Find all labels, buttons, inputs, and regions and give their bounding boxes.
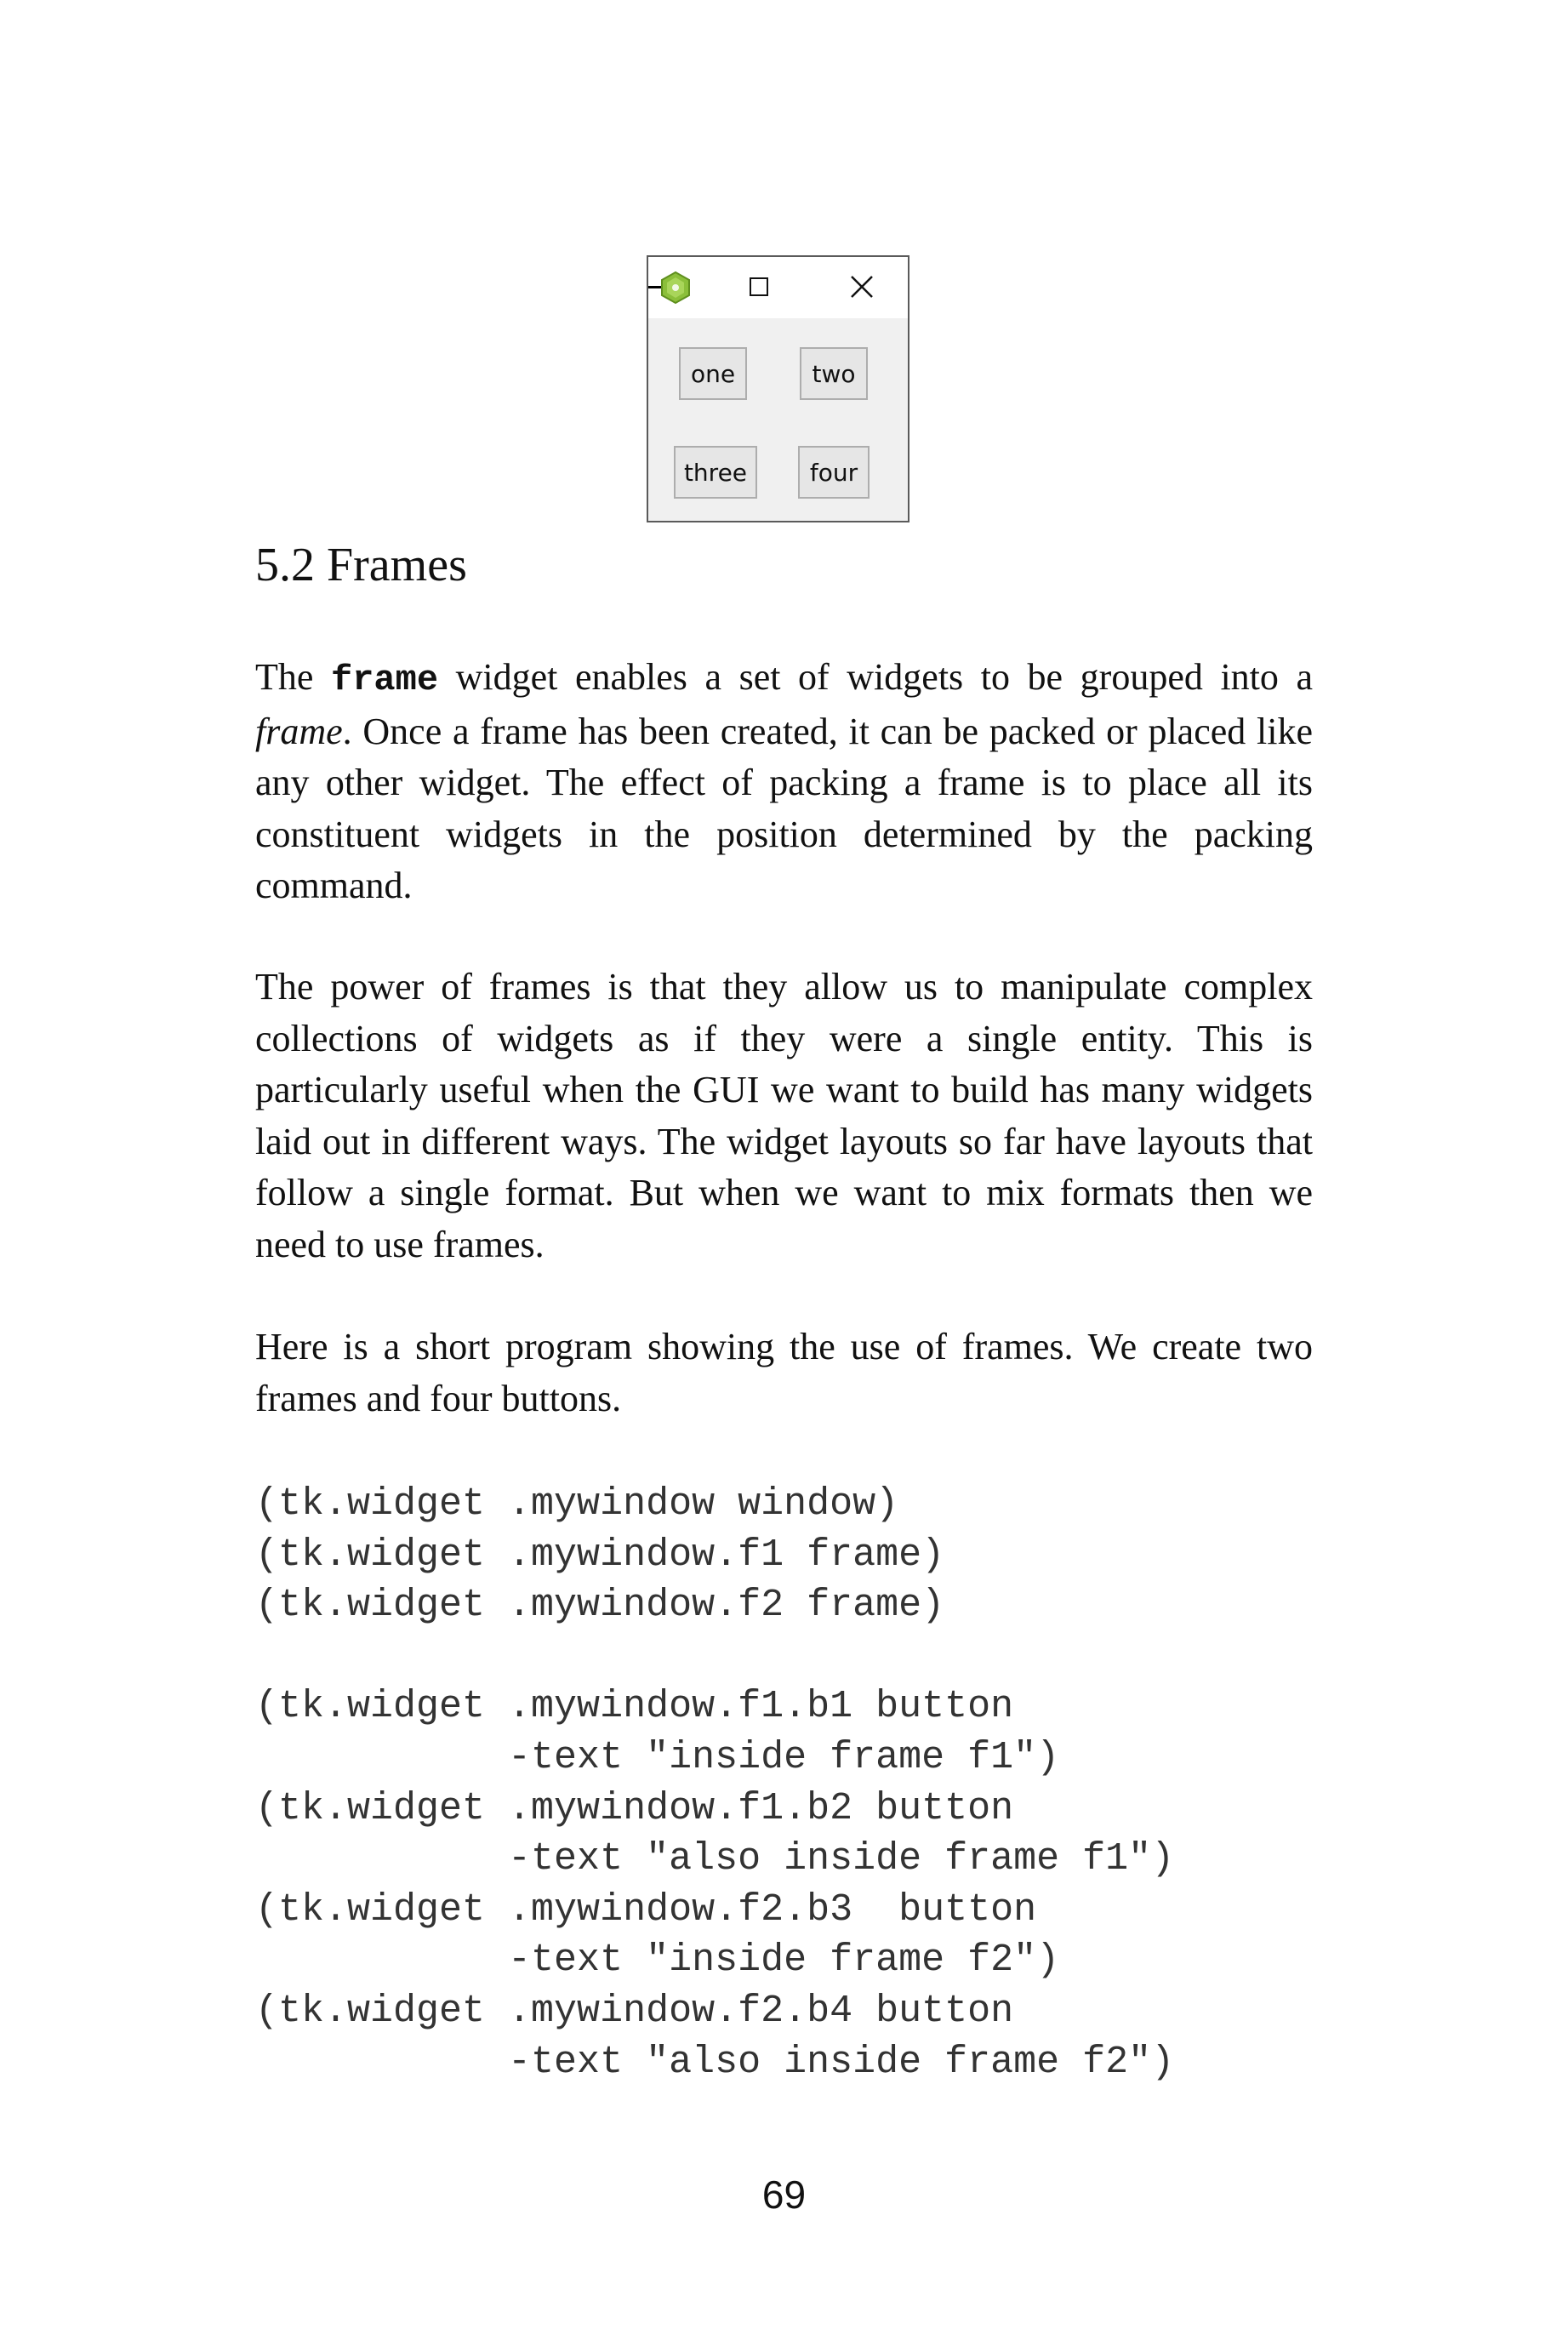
p1-rest: . Once a frame has been created, it can be packed or placed like any other widget. The effect of packing a frame is to place all its constituent widgets in the position determined by the packing command. bbox=[255, 710, 1313, 906]
tk-window-screenshot bbox=[647, 255, 909, 522]
maximize-icon[interactable] bbox=[750, 277, 768, 296]
button-two[interactable]: two bbox=[800, 347, 868, 400]
p1-italic-frame: frame bbox=[255, 710, 343, 752]
paragraph-power-of-frames: The power of frames is that they allow us to manipulate complex collections of widgets as if they were a single entity. This is particularly useful when the GUI we want to build has many widgets laid out in different ways. The widget layouts so far have layouts that follow a single format. But when we want to mix formats then we need to use frames. bbox=[255, 966, 1313, 1265]
close-icon[interactable] bbox=[849, 274, 875, 300]
button-one[interactable]: one bbox=[679, 347, 747, 400]
p1-before: The bbox=[255, 656, 331, 698]
button-four[interactable]: four bbox=[798, 446, 870, 499]
button-three[interactable]: three bbox=[674, 446, 757, 499]
p1-after: widget enables a set of widgets to be grouped into a bbox=[438, 656, 1314, 698]
inline-code-frame: frame bbox=[331, 659, 439, 700]
section-heading: 5.2 Frames bbox=[255, 539, 467, 591]
page-number: 69 bbox=[761, 2172, 807, 2217]
paragraph-intro bbox=[255, 652, 1313, 912]
paragraph-program-intro: Here is a short program showing the use of frames. We create two frames and four buttons. bbox=[255, 1326, 1313, 1419]
window-titlebar bbox=[648, 257, 908, 318]
app-icon bbox=[660, 271, 691, 305]
code-listing: (tk.widget .mywindow window) (tk.widget .mywindow.f1 frame) (tk.widget .mywindow.f2 frame) (tk.widget .mywindow.f1.b1 button -text "inside frame f1") (tk.widget .mywindow.f1.b2 button -text "also inside frame f1") (tk.widget .mywindow.f2.b3 button -text "inside frame f2") (tk.widget .mywindow.f2.b4 button -text "also inside frame f2") bbox=[255, 1482, 1175, 2084]
